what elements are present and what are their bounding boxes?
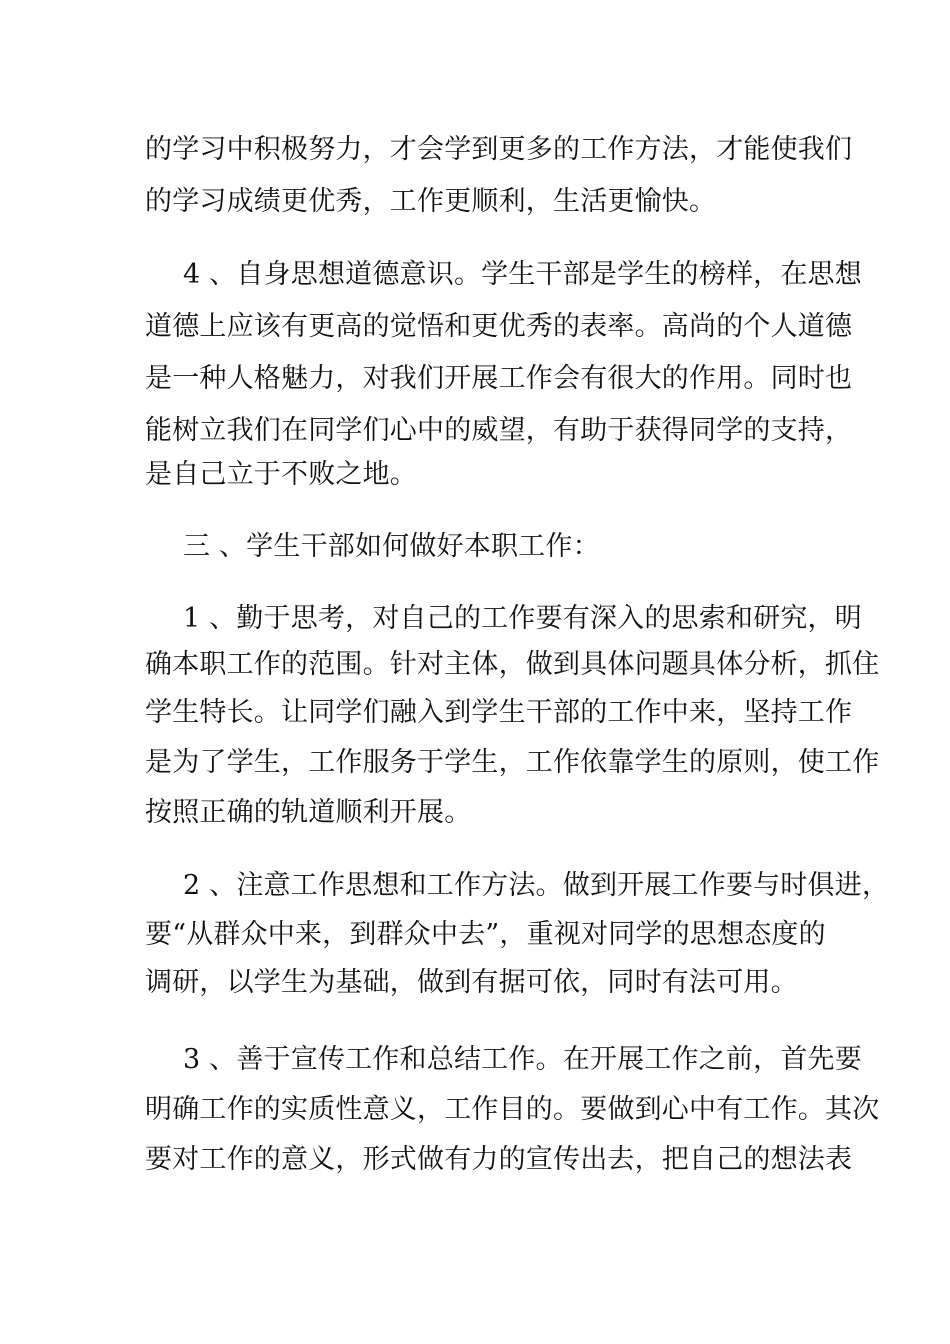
text-line: 要“从群众中来，到群众中去”，重视对同学的思想态度的 — [145, 919, 826, 950]
text-line: 的学习成绩更优秀，工作更顺利，生活更愉快。 — [145, 186, 717, 217]
text-line: 要对工作的意义，形式做有力的宣传出去，把自己的想法表 — [145, 1144, 853, 1175]
text-line: 的学习中积极努力，才会学到更多的工作方法，才能使我们 — [145, 134, 853, 165]
text-line: 确本职工作的范围。针对主体，做到具体问题具体分析，抓住 — [145, 649, 880, 680]
paragraph-3-start: 3 、善于宣传工作和总结工作。在开展工作之前，首先要 — [183, 1044, 862, 1075]
text-line: 是为了学生，工作服务于学生，工作依靠学生的原则，使工作 — [145, 747, 880, 778]
text-line: 能树立我们在同学们心中的威望，有助于获得同学的支持， — [145, 415, 853, 446]
text-line: 是一种人格魅力，对我们开展工作会有很大的作用。同时也 — [145, 363, 853, 394]
paragraph-4-start: 4 、自身思想道德意识。学生干部是学生的榜样，在思想 — [183, 259, 862, 290]
text-line: 学生特长。让同学们融入到学生干部的工作中来，坚持工作 — [145, 697, 853, 728]
text-line: 调研，以学生为基础，做到有据可依，同时有法可用。 — [145, 967, 798, 998]
text-line: 按照正确的轨道顺利开展。 — [145, 797, 472, 828]
text-line: 是自己立于不败之地。 — [145, 459, 417, 490]
text-line: 道德上应该有更高的觉悟和更优秀的表率。高尚的个人道德 — [145, 311, 853, 342]
paragraph-2-start: 2 、注意工作思想和工作方法。做到开展工作要与时俱进， — [183, 870, 890, 901]
paragraph-1-start: 1 、勤于思考，对自己的工作要有深入的思索和研究，明 — [183, 603, 862, 634]
section-heading: 三 、学生干部如何做好本职工作： — [183, 531, 600, 562]
text-line: 明确工作的实质性意义，工作目的。要做到心中有工作。其次 — [145, 1094, 880, 1125]
